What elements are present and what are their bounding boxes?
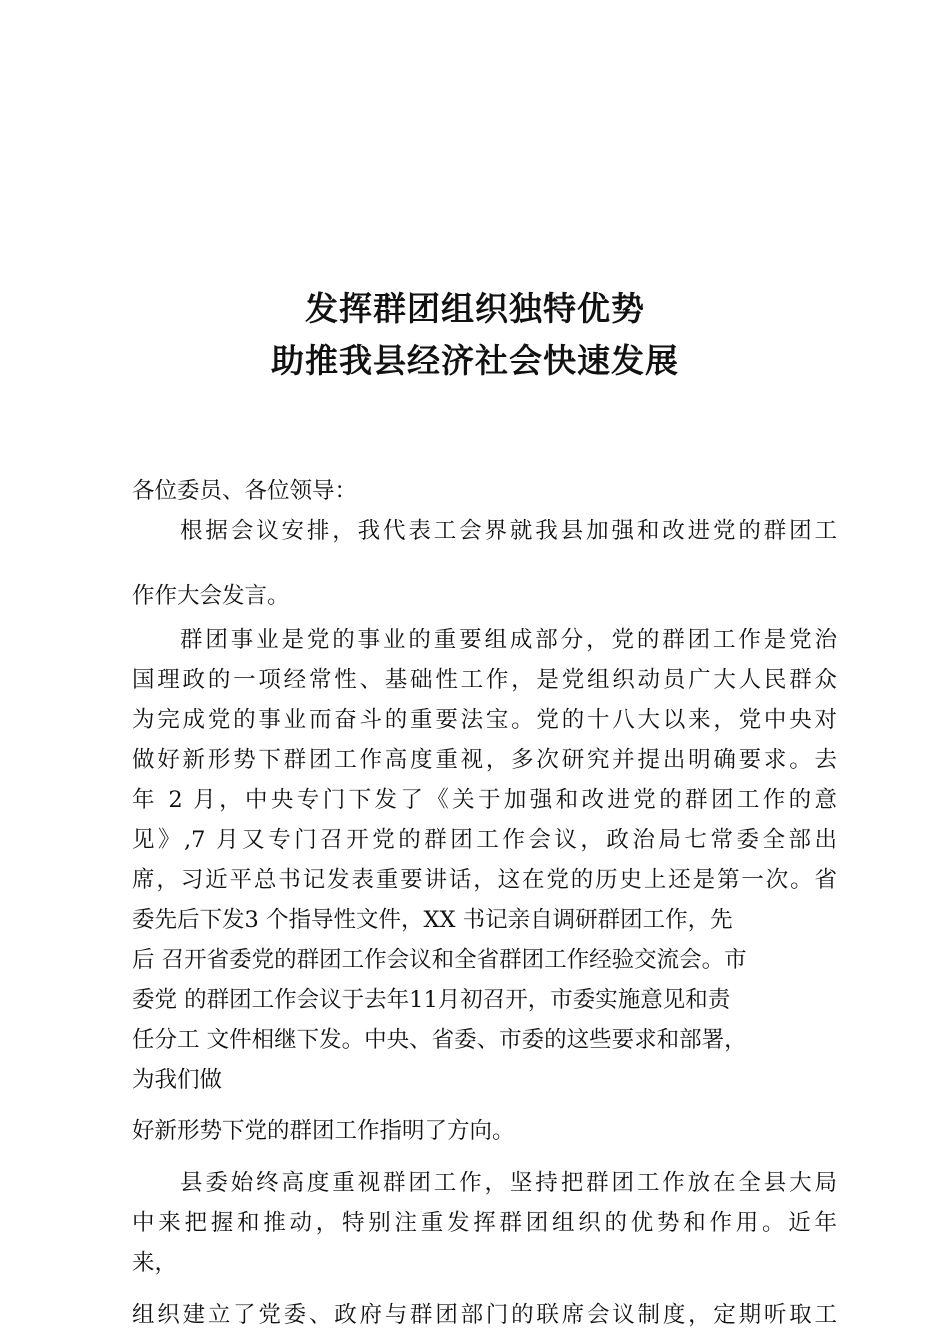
title-line-1: 发挥群团组织独特优势	[305, 289, 645, 328]
body-line: 好新形势下党的群团工作指明了方向。	[132, 1118, 515, 1144]
body-line: 为完成党的事业而奋斗的重要法宝。党的十八大以来，党中央对	[132, 707, 837, 733]
body-line: 做好新形势下群团工作高度重视，多次研究并提出明确要求。去	[132, 747, 837, 773]
body-line: 席，习近平总书记发表重要讲话，这在党的历史上还是第一次。省	[132, 867, 837, 893]
salutation: 各位委员、各位领导：	[132, 478, 358, 504]
body-line: 组织建立了党委、政府与群团部门的联席会议制度，定期听取工	[132, 1302, 837, 1328]
body-line: 中来把握和推动，特别注重发挥群团组织的优势和作用。近年	[132, 1210, 837, 1236]
body-line: 国理政的一项经常性、基础性工作，是党组织动员广大人民群众	[132, 667, 837, 693]
body-line: 委党 的群团工作会议于去年11月初召开，市委实施意见和责	[132, 987, 731, 1013]
body-line: 委先后下发3 个指导性文件，XX 书记亲自调研群团工作，先	[132, 907, 733, 933]
body-line: 群团事业是党的事业的重要组成部分，党的群团工作是党治	[180, 627, 837, 653]
body-line: 根据会议安排，我代表工会界就我县加强和改进党的群团工	[180, 518, 837, 544]
body-line: 后 召开省委党的群团工作会议和全省群团工作经验交流会。市	[132, 947, 747, 973]
body-line: 作作大会发言。	[132, 583, 290, 609]
body-line: 年 2 月，中央专门下发了《关于加强和改进党的群团工作的意	[132, 787, 837, 813]
body-line: 见》,7 月又专门召开党的群团工作会议，政治局七常委全部出	[132, 827, 837, 853]
title-line-2: 助推我县经济社会快速发展	[271, 341, 679, 380]
body-line: 任分工 文件相继下发。中央、省委、市委的这些要求和部署，	[132, 1027, 747, 1053]
body-line: 县委始终高度重视群团工作，坚持把群团工作放在全县大局	[180, 1170, 837, 1196]
body-line: 来，	[132, 1250, 178, 1276]
body-line: 为我们做	[132, 1067, 223, 1093]
